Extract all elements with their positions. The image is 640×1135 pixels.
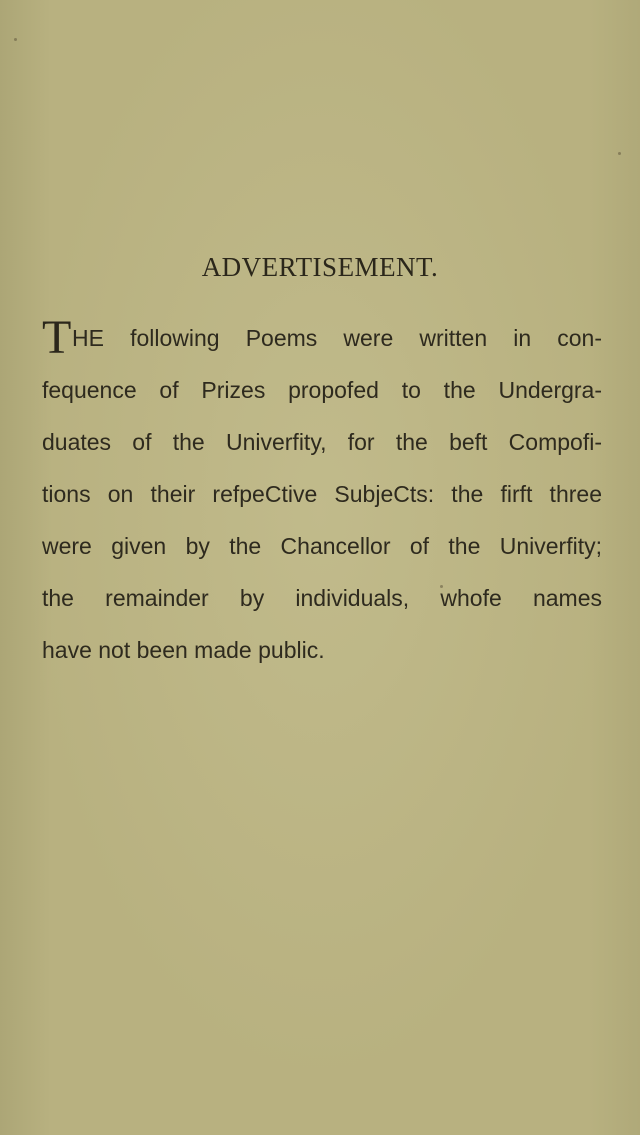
paper-speck — [618, 152, 621, 155]
paragraph-line — [42, 312, 602, 364]
drop-cap: T — [42, 311, 72, 364]
line-text: HE following Poems were written in con- — [72, 325, 602, 351]
paragraph-line: were given by the Chancellor of the Univerfity; — [42, 533, 602, 559]
paragraph-line: duates of the Univerfity, for the beft Compofi- — [42, 429, 602, 455]
paragraph-line: the remainder by individuals, whofe names — [42, 585, 602, 611]
paper-speck — [14, 38, 17, 41]
paragraph-line: have not been made public. — [42, 637, 325, 663]
paragraph-line: fequence of Prizes propofed to the Undergra- — [42, 377, 602, 403]
page-title: ADVERTISEMENT. — [201, 252, 439, 282]
paragraph-line: tions on their refpeCtive SubjeCts: the firft three — [42, 481, 602, 507]
advertisement-paragraph — [42, 312, 602, 676]
